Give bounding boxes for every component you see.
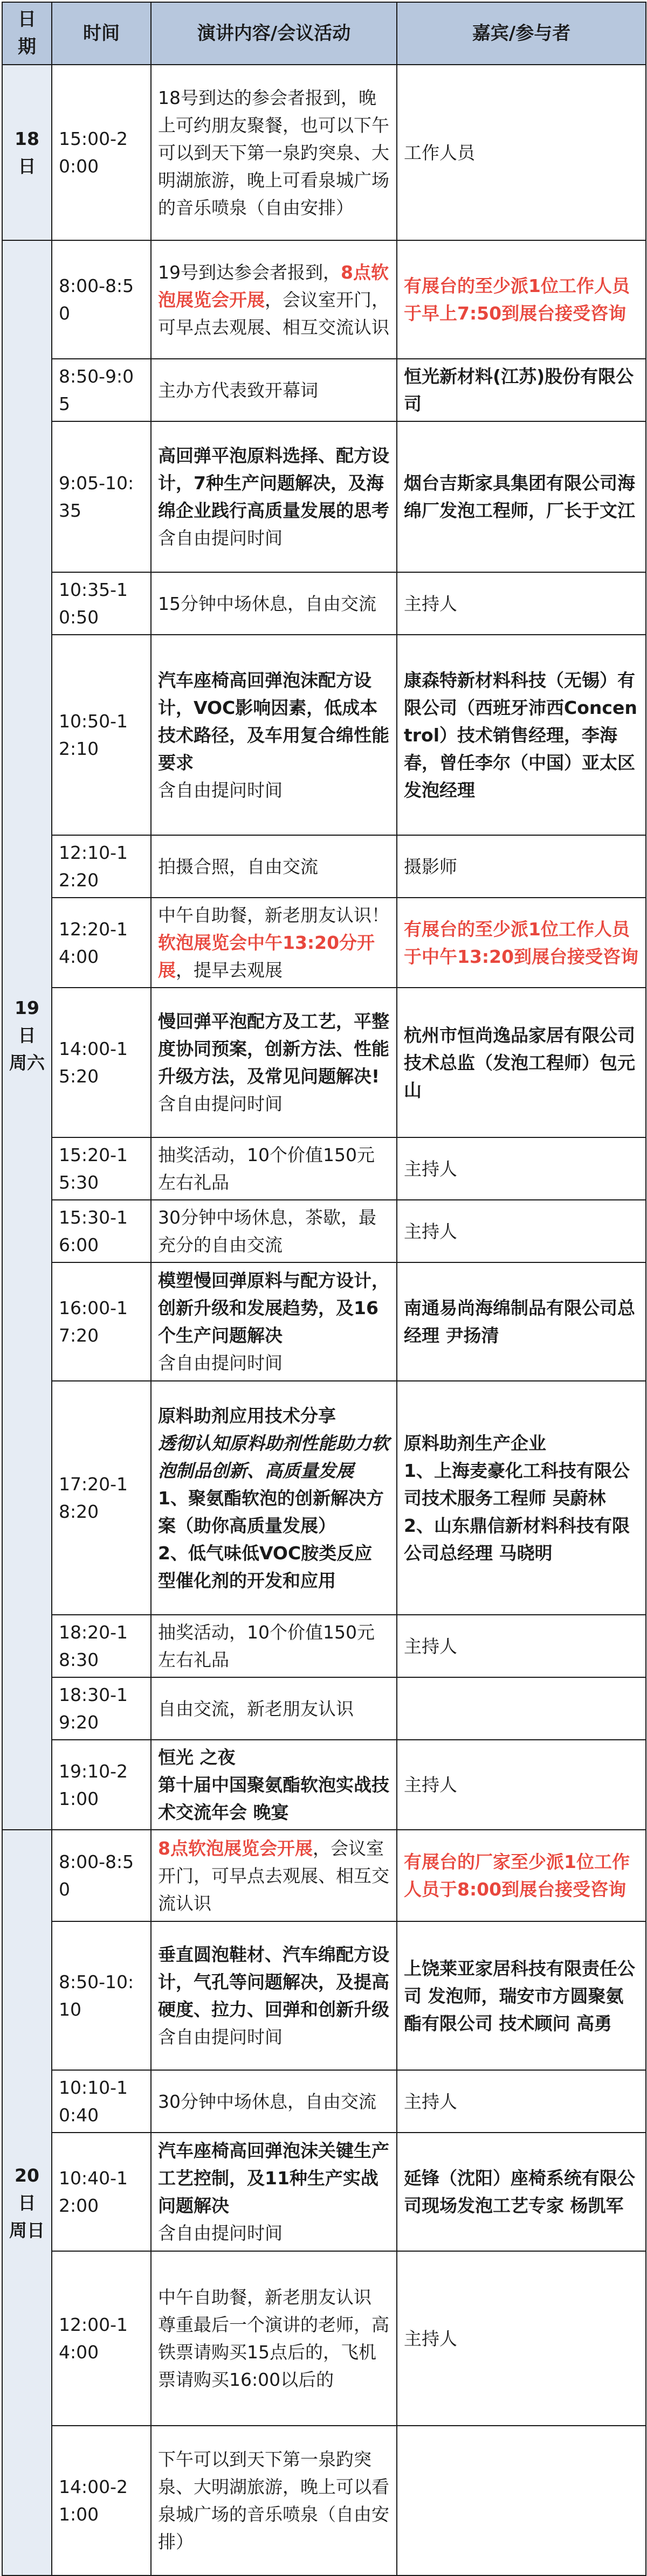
guest-cell: 主持人 xyxy=(397,1200,646,1262)
table-row xyxy=(2,2426,646,2575)
table-row xyxy=(2,988,646,1137)
qa-note: 含自由提问时间 xyxy=(158,1093,283,1114)
time-cell: 18:30-19:20 xyxy=(52,1677,151,1740)
table-row xyxy=(2,1921,646,2070)
header-content: 演讲内容/会议活动 xyxy=(151,2,397,65)
time-cell: 19:10-21:00 xyxy=(52,1740,151,1830)
date-day: 19日 xyxy=(15,997,39,1046)
guest-cell: 主持人 xyxy=(397,2070,646,2133)
talk-topic: 原料助剂应用技术分享 xyxy=(158,1405,336,1426)
content-cell: 自由交流，新老朋友认识 xyxy=(151,1677,397,1740)
guest-group: 原料助剂生产企业 xyxy=(404,1432,546,1454)
qa-note: 含自由提问时间 xyxy=(158,779,283,801)
content-cell: 抽奖活动，10个价值150元左右礼品 xyxy=(151,1615,397,1677)
time-cell: 17:20-18:20 xyxy=(52,1381,151,1615)
content-text: 19号到达参会者报到， xyxy=(158,261,341,283)
guest-cell: 主持人 xyxy=(397,572,646,635)
content-cell: 18号到达的参会者报到，晚上可约朋友聚餐，也可以下午可以到天下第一泉趵突泉、大明湖旅游，晚上可看泉城广场的音乐喷泉（自由安排） xyxy=(151,65,397,240)
talk-item-2: 2、低气味低VOC胺类反应型催化剂的开发和应用 xyxy=(158,1542,373,1591)
date-day: 20日 xyxy=(15,2164,39,2213)
content-text: ，会议室开门，可早点去观展、相互交流认识 xyxy=(158,289,389,338)
table-row xyxy=(2,1137,646,1200)
qa-note: 含自由提问时间 xyxy=(158,1352,283,1373)
content-text: ，提早去观展 xyxy=(176,960,283,981)
date-weekday: 周六 xyxy=(9,1052,45,1073)
guest-cell: 主持人 xyxy=(397,2251,646,2426)
content-cell: 主办方代表致开幕词 xyxy=(151,359,397,421)
header-guest: 嘉宾/参与者 xyxy=(397,2,646,65)
table-row xyxy=(2,1381,646,1615)
guest-cell: 南通易尚海绵制品有限公司总经理 尹扬清 xyxy=(397,1262,646,1381)
content-cell xyxy=(151,1830,397,1921)
talk-theme: 透彻认知原料助剂性能助力软泡制品创新、高质量发展 xyxy=(158,1432,389,1481)
table-row xyxy=(2,1830,646,1921)
guest-1: 1、上海麦豪化工科技有限公司技术服务工程师 吴蔚林 xyxy=(404,1460,630,1509)
time-cell: 12:20-14:00 xyxy=(52,898,151,988)
table-row xyxy=(2,240,646,359)
gala-subtitle: 第十届中国聚氨酯软泡实战技术交流年会 晚宴 xyxy=(158,1774,389,1823)
time-cell: 18:20-18:30 xyxy=(52,1615,151,1677)
time-cell: 8:50-10:10 xyxy=(52,1921,151,2070)
table-row xyxy=(2,421,646,572)
table-row xyxy=(2,359,646,421)
table-row xyxy=(2,1677,646,1740)
talk-title: 慢回弹平泡配方及工艺，平整度协同预案，创新方法、性能升级方法，及常见问题解决! xyxy=(158,1011,389,1087)
guest-cell: 恒光新材料(江苏)股份有限公司 xyxy=(397,359,646,421)
guest-cell: 烟台吉斯家具集团有限公司海绵厂发泡工程师，厂长于文江 xyxy=(397,421,646,572)
time-cell: 14:00-21:00 xyxy=(52,2426,151,2575)
content-cell: 拍摄合照，自由交流 xyxy=(151,835,397,898)
table-row xyxy=(2,2070,646,2133)
time-cell: 12:10-12:20 xyxy=(52,835,151,898)
content-cell xyxy=(151,635,397,835)
time-cell: 15:00-20:00 xyxy=(52,65,151,240)
content-cell xyxy=(151,421,397,572)
content-cell xyxy=(151,2251,397,2426)
talk-title: 汽车座椅高回弹泡沫配方设计，VOC影响因素，低成本技术路径，及车用复合绵性能要求 xyxy=(158,669,389,773)
content-cell xyxy=(151,2133,397,2251)
content-cell: 15分钟中场休息，自由交流 xyxy=(151,572,397,635)
exhibition-open-highlight: 8点软泡展览会开展 xyxy=(158,261,389,310)
table-row xyxy=(2,1262,646,1381)
content-cell xyxy=(151,988,397,1137)
table-row xyxy=(2,898,646,988)
guest-cell: 摄影师 xyxy=(397,835,646,898)
content-cell: 30分钟中场休息，茶歇，最充分的自由交流 xyxy=(151,1200,397,1262)
talk-item-1: 1、聚氨酯软泡的创新解决方案（助你高质量发展） xyxy=(158,1487,384,1536)
table-row xyxy=(2,572,646,635)
content-cell xyxy=(151,1262,397,1381)
content-cell: 抽奖活动，10个价值150元左右礼品 xyxy=(151,1137,397,1200)
guest-cell: 有展台的至少派1位工作人员于早上7:50到展台接受咨询 xyxy=(397,240,646,359)
table-row xyxy=(2,1740,646,1830)
content-text: ，会议室开门，可早点去观展、相互交流认识 xyxy=(158,1837,389,1914)
qa-note: 含自由提问时间 xyxy=(158,527,283,548)
date-day: 18日 xyxy=(15,128,39,177)
guest-cell: 有展台的至少派1位工作人员于中午13:20到展台接受咨询 xyxy=(397,898,646,988)
content-cell xyxy=(151,1921,397,2070)
time-cell: 10:50-12:10 xyxy=(52,635,151,835)
schedule-table xyxy=(2,2,646,2576)
date-weekday: 周日 xyxy=(9,2219,45,2241)
qa-note: 含自由提问时间 xyxy=(158,2026,283,2047)
content-cell xyxy=(151,240,397,359)
qa-note: 含自由提问时间 xyxy=(158,2223,283,2244)
time-cell: 10:35-10:50 xyxy=(52,572,151,635)
exhibition-open-highlight: 8点软泡展览会开展 xyxy=(158,1837,313,1859)
time-cell: 15:20-15:30 xyxy=(52,1137,151,1200)
guest-cell xyxy=(397,1677,646,1740)
guest-cell: 主持人 xyxy=(397,1740,646,1830)
guest-cell: 主持人 xyxy=(397,1137,646,1200)
table-row xyxy=(2,635,646,835)
content-cell xyxy=(151,898,397,988)
time-cell: 10:10-10:40 xyxy=(52,2070,151,2133)
date-cell-18 xyxy=(2,65,52,240)
table-row xyxy=(2,835,646,898)
ticket-note: 尊重最后一个演讲的老师，高铁票请购买15点后的，飞机票请购买16:00以后的 xyxy=(158,2314,389,2390)
date-cell-20 xyxy=(2,1830,52,2575)
guest-cell: 延锋（沈阳）座椅系统有限公司现场发泡工艺专家 杨凯军 xyxy=(397,2133,646,2251)
time-cell: 8:50-9:05 xyxy=(52,359,151,421)
time-cell: 10:40-12:00 xyxy=(52,2133,151,2251)
time-cell: 9:05-10:35 xyxy=(52,421,151,572)
talk-title: 模塑慢回弹原料与配方设计，创新升级和发展趋势，及16个生产问题解决 xyxy=(158,1270,389,1346)
content-text: 中午自助餐，新老朋友认识！ xyxy=(158,905,389,926)
header-time: 时间 xyxy=(52,2,151,65)
content-cell: 下午可以到天下第一泉趵突泉、大明湖旅游，晚上可以看泉城广场的音乐喷泉（自由安排） xyxy=(151,2426,397,2575)
time-cell: 16:00-17:20 xyxy=(52,1262,151,1381)
guest-cell: 工作人员 xyxy=(397,65,646,240)
header-row xyxy=(2,2,646,65)
time-cell: 14:00-15:20 xyxy=(52,988,151,1137)
guest-cell: 上饶莱亚家居科技有限责任公司 发泡师，瑞安市方圆聚氨酯有限公司 技术顾问 高勇 xyxy=(397,1921,646,2070)
guest-2: 2、山东鼎信新材料科技有限公司总经理 马晓明 xyxy=(404,1515,630,1564)
table-row xyxy=(2,2251,646,2426)
table-row xyxy=(2,1200,646,1262)
table-row xyxy=(2,65,646,240)
content-cell xyxy=(151,1740,397,1830)
time-cell: 8:00-8:50 xyxy=(52,1830,151,1921)
date-cell-19 xyxy=(2,240,52,1830)
guest-cell xyxy=(397,2426,646,2575)
guest-cell: 康森特新材料科技（无锡）有限公司（西班牙沛西Concentrol）技术销售经理，李海春，曾任李尔（中国）亚太区发泡经理 xyxy=(397,635,646,835)
exhibition-open-highlight: 软泡展览会中午13:20分开展 xyxy=(158,932,375,981)
time-cell: 15:30-16:00 xyxy=(52,1200,151,1262)
time-cell: 8:00-8:50 xyxy=(52,240,151,359)
table-row xyxy=(2,2133,646,2251)
content-cell xyxy=(151,1381,397,1615)
guest-cell: 有展台的厂家至少派1位工作人员于8:00到展台接受咨询 xyxy=(397,1830,646,1921)
gala-title: 恒光 之夜 xyxy=(158,1747,236,1768)
talk-title: 高回弹平泡原料选择、配方设计，7种生产问题解决，及海绵企业践行高质量发展的思考 xyxy=(158,445,389,521)
content-cell: 30分钟中场休息，自由交流 xyxy=(151,2070,397,2133)
guest-cell: 杭州市恒尚逸品家居有限公司技术总监（发泡工程师）包元山 xyxy=(397,988,646,1137)
lunch-note: 中午自助餐，新老朋友认识 xyxy=(158,2287,371,2308)
guest-cell xyxy=(397,1381,646,1615)
talk-title: 汽车座椅高回弹泡沫关键生产工艺控制，及11种生产实战问题解决 xyxy=(158,2140,389,2216)
guest-cell: 主持人 xyxy=(397,1615,646,1677)
time-cell: 12:00-14:00 xyxy=(52,2251,151,2426)
header-date: 日期 xyxy=(2,2,52,65)
talk-title: 垂直圆泡鞋材、汽车绵配方设计，气孔等问题解决，及提高硬度、拉力、回弹和创新升级 xyxy=(158,1944,389,2020)
table-row xyxy=(2,1615,646,1677)
